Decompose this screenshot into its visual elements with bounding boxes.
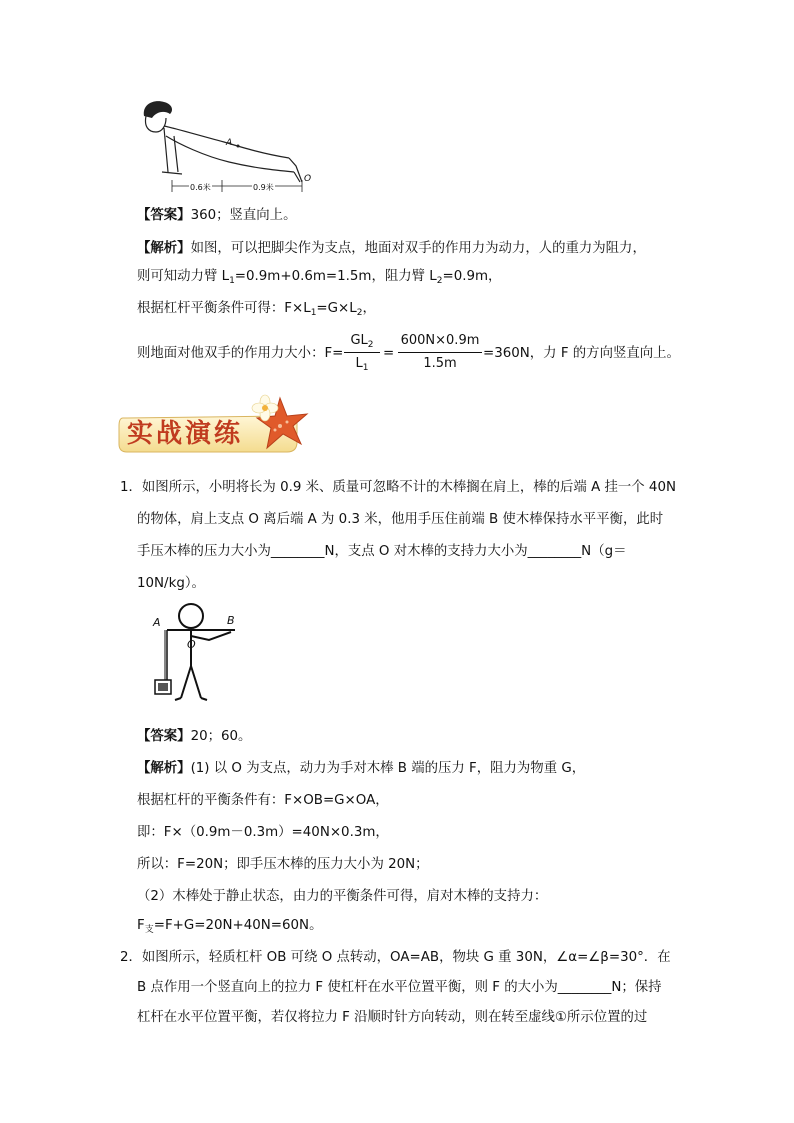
- frac2-denominator: 1.5m: [423, 356, 457, 371]
- frac1-den: L: [355, 356, 363, 371]
- analysis-2c: =0.9m，: [442, 269, 502, 284]
- point-b-label: B: [227, 614, 235, 627]
- frac1-numerator: [344, 333, 380, 350]
- answer-text: 360；竖直向上。: [190, 208, 297, 223]
- analysis-3a: 根据杠杆平衡条件可得：F×L: [137, 301, 311, 316]
- pivot-o-label: O: [304, 174, 312, 184]
- q1-line-1: 1．如图所示，小明将长为 0.9 米、质量可忽略不计的木棒搁在肩上，棒的后端 A 挂一个 40N: [120, 480, 676, 495]
- analysis-text: (1) 以 O 为支点，动力为手对木棒 B 端的压力 F，阻力为物重 G，: [190, 761, 586, 776]
- frac1-num: GL: [350, 333, 368, 348]
- analysis-tag: 【解析】: [137, 241, 191, 256]
- point-o-label: O: [187, 638, 196, 651]
- example-analysis-3: [137, 300, 376, 322]
- q1-analysis-1: [137, 760, 585, 778]
- subscript: 支: [144, 925, 154, 935]
- answer-text: 20；60。: [190, 729, 252, 744]
- analysis-text: 如图，可以把脚尖作为支点，地面对双手的作用力为动力，人的重力为阻力，: [190, 241, 646, 256]
- q2-line-3: 杠杆在水平位置平衡，若仅将拉力 F 沿顺时针方向转动，则在转至虚线①所示位置的过: [137, 1010, 648, 1025]
- section-banner: [117, 394, 317, 466]
- example-answer: [137, 207, 296, 225]
- frac2-numerator: 600N×0.9m: [400, 333, 480, 348]
- q2-line-2: B 点作用一个竖直向上的拉力 F 使杠杆在水平位置平衡，则 F 的大小为________N；保持: [137, 980, 662, 995]
- q2-line-1: 2．如图所示，轻质杠杆 OB 可绕 O 点转动，OA=AB，物块 G 重 30N，∠α=∠β=30°．在: [120, 950, 671, 965]
- subscript: 2: [436, 276, 443, 286]
- point-a-label: A: [153, 616, 161, 629]
- q1-analysis-3: 即：F×（0.9m－0.3m）=40N×0.3m，: [137, 825, 389, 840]
- analysis-tag: 【解析】: [137, 761, 191, 776]
- dist1-label: 0.6米: [190, 183, 211, 192]
- q1-line-3: 手压木棒的压力大小为________N，支点 O 对木棒的支持力大小为________N（g＝: [137, 544, 627, 559]
- q1-analysis-5: （2）木棒处于静止状态，由力的平衡条件可得，肩对木棒的支持力：: [137, 889, 548, 904]
- analysis-3b: =G×L: [316, 301, 357, 316]
- answer-tag: 【答案】: [137, 208, 191, 223]
- formula-suffix: =360N，力 F 的方向竖直向上。: [483, 346, 680, 361]
- formula-prefix: 则地面对他双手的作用力大小：F=: [137, 346, 344, 361]
- force-symbol: F: [137, 918, 145, 933]
- banner-title: 实战演练: [127, 419, 244, 449]
- q1-line-2: 的物体，肩上支点 O 离后端 A 为 0.3 米，他用手压住前端 B 使木棒保持水平平衡，此时: [137, 512, 664, 527]
- q1-analysis-4: 所以：F=20N；即手压木棒的压力大小为 20N；: [137, 857, 429, 872]
- frac1-denominator: [344, 356, 380, 373]
- example-analysis-2: [137, 268, 501, 290]
- pushup-figure: [134, 96, 314, 196]
- analysis-3c: ，: [362, 301, 376, 316]
- frac1-bar: [344, 352, 380, 353]
- point-a-label: A: [226, 138, 233, 148]
- subscript: 2: [356, 308, 363, 318]
- subscript: 2: [367, 340, 374, 350]
- q1-analysis-6: [137, 917, 322, 939]
- analysis-2b: =0.9m+0.6m=1.5m，阻力臂 L: [234, 269, 437, 284]
- frac2-bar: [398, 352, 482, 353]
- answer-tag: 【答案】: [137, 729, 191, 744]
- q1-answer: [137, 728, 251, 746]
- equals-sign: =: [383, 346, 395, 361]
- analysis-6b: =F+G=20N+40N=60N。: [153, 918, 323, 933]
- subscript: 1: [310, 308, 317, 318]
- subscript: 1: [229, 276, 235, 286]
- example-analysis-1: [137, 240, 646, 258]
- stick-figure: [145, 600, 245, 710]
- dist2-label: 0.9米: [253, 183, 274, 192]
- subscript: 1: [362, 363, 369, 373]
- analysis-2a: 则可知动力臂 L: [137, 269, 230, 284]
- q1-line-4: 10N/kg）。: [137, 576, 205, 591]
- q1-analysis-2: 根据杠杆的平衡条件有：F×OB=G×OA，: [137, 793, 389, 808]
